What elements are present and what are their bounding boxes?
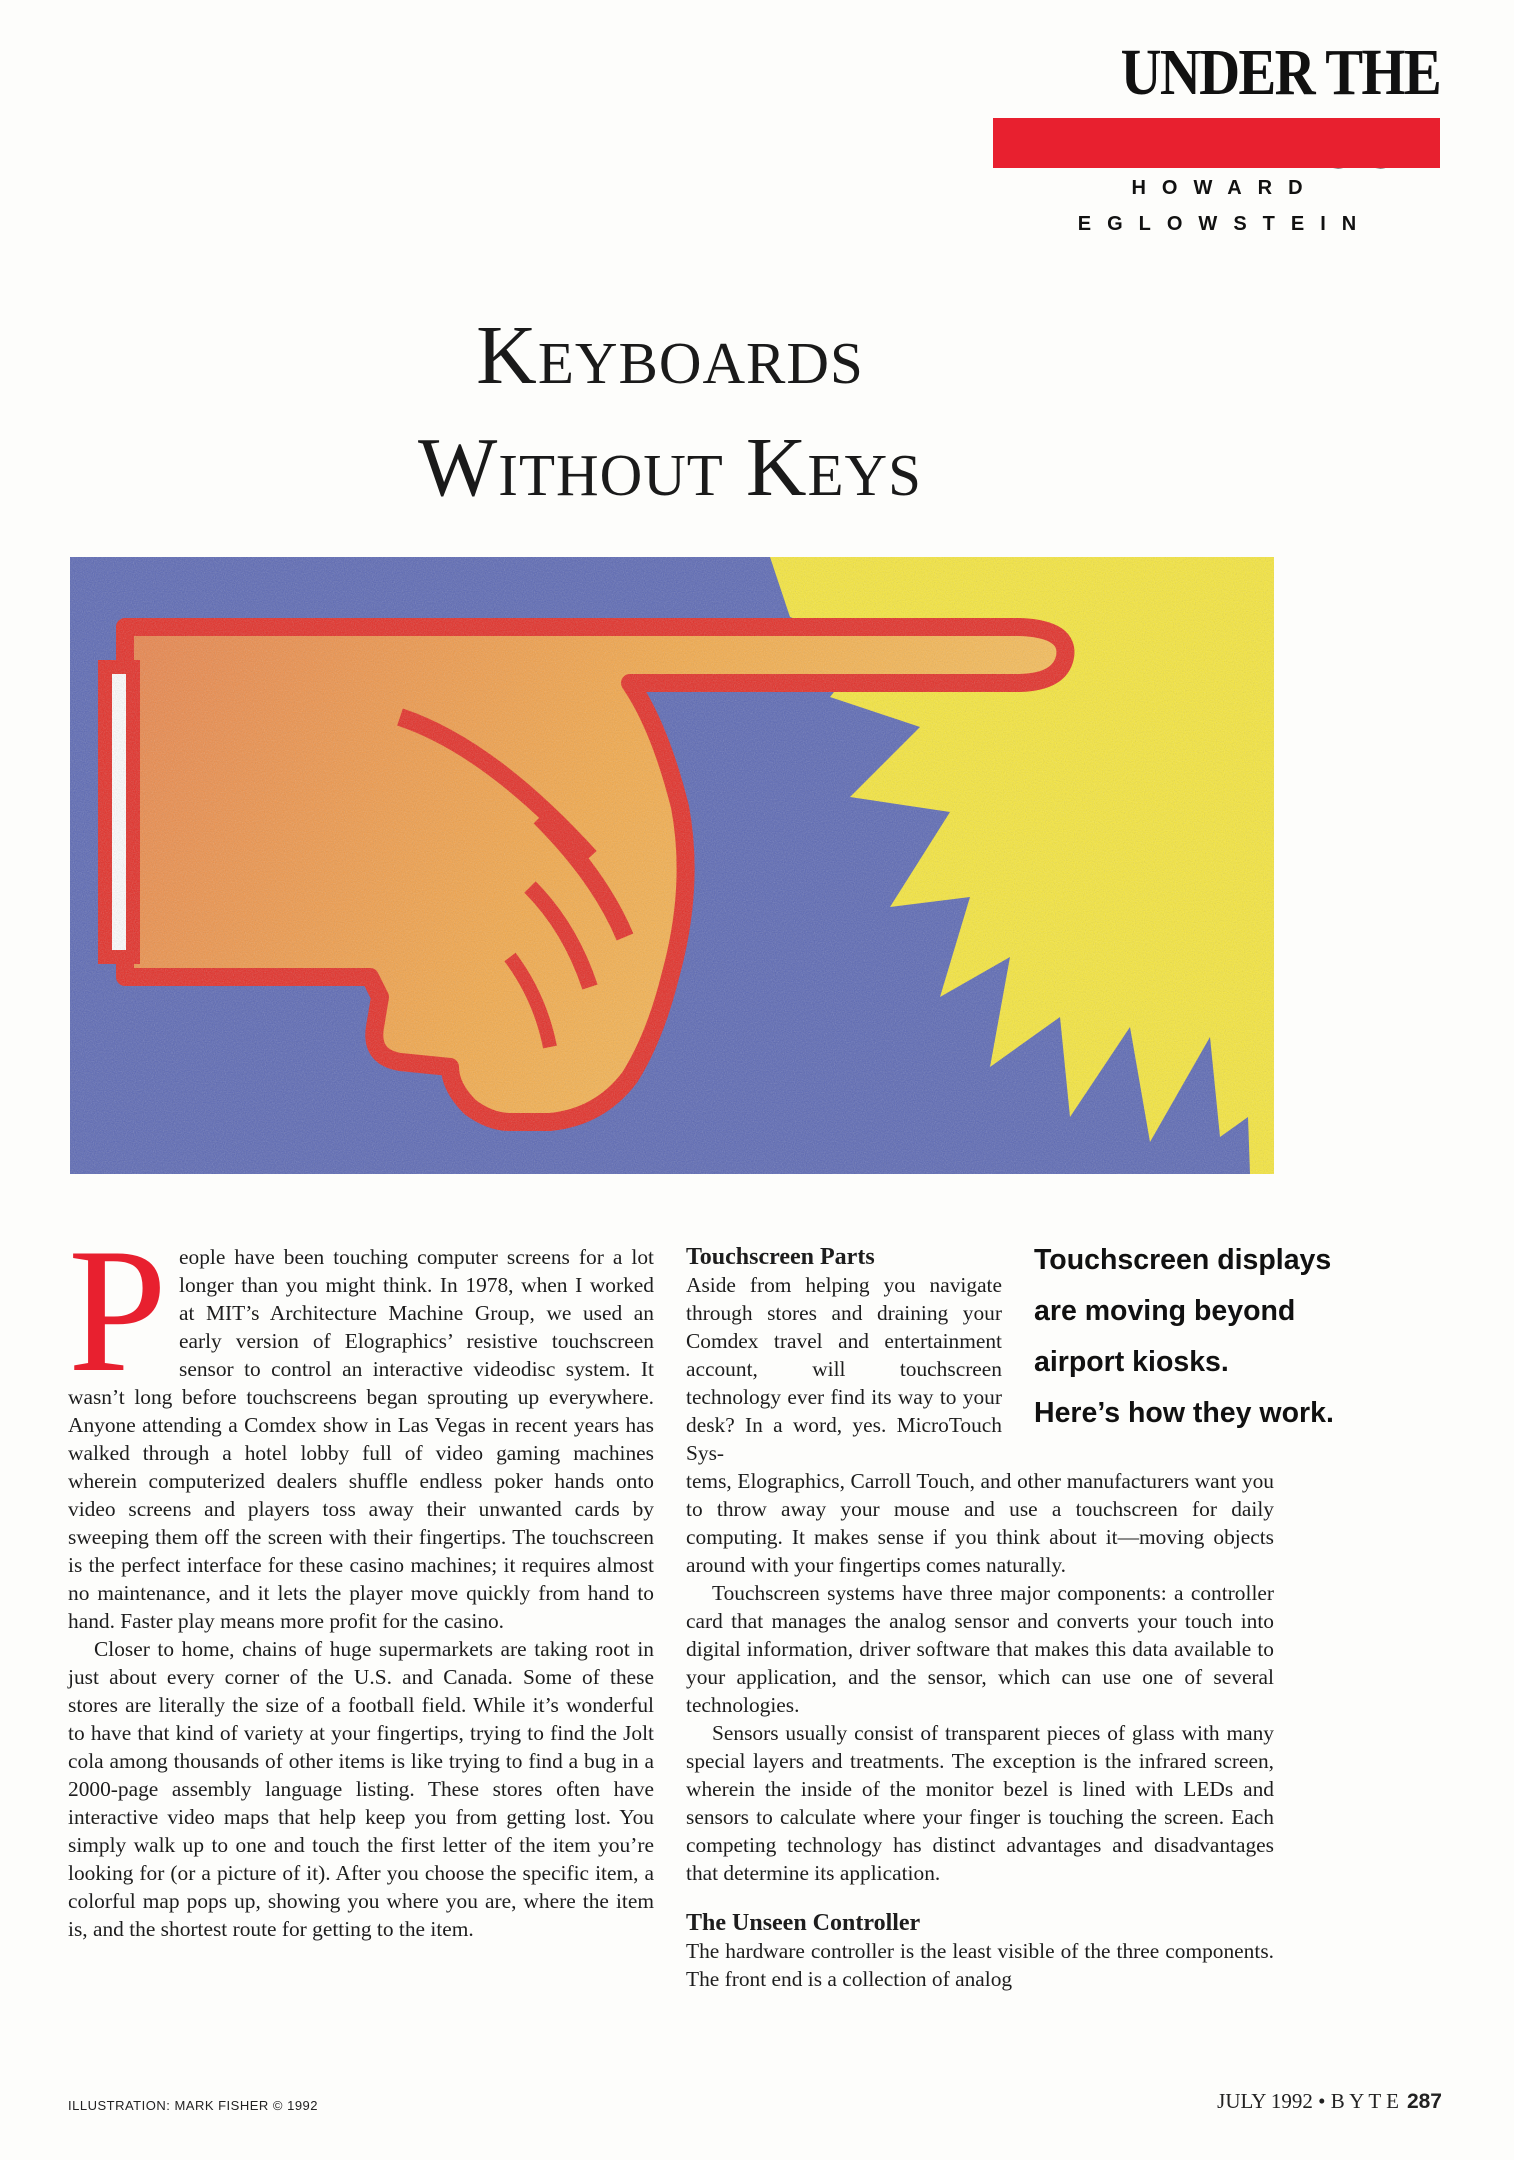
drop-cap: P [68, 1211, 167, 1409]
pull-quote-line: are moving beyond [1034, 1295, 1296, 1327]
pointing-hand-illustration [70, 557, 1274, 1174]
body-paragraph: Touchscreen systems have three major components: a controller card that manages the analog sensor and converts your touch into digital information, driver software that makes this data available to your application, and the sensor, which can use one of several technologies. [686, 1581, 1274, 1717]
pull-quote-line: Here’s how they work. [1034, 1397, 1334, 1429]
column-title: UNDER THE [1120, 36, 1440, 109]
section-heading-unseen-controller: The Unseen Controller [686, 1910, 921, 1936]
section-heading-touchscreen-parts: Touchscreen Parts [686, 1244, 875, 1270]
body-paragraph: tems, Elographics, Carroll Touch, and other manufacturers want you to throw away your mouse and use a touchscreen for daily computing. It makes sense if you think about it—moving objects around with your fingertips comes naturally. [686, 1469, 1274, 1577]
author-first-name: HOWARD [1131, 177, 1319, 199]
issue-label: JULY 1992 • B Y T E [1217, 2089, 1399, 2113]
article-title-line-2: Without Keys [418, 421, 922, 514]
body-paragraph: eople have been touching computer screens for a lot longer than you might think. In 1978, when I worked at MIT’s Architecture Machine Group, we used an early version of Elographics’ resistive touchscreen sensor to control an interactive videodisc system. It wasn’t long before touchscreens began sprouting up everywhere. Anyone attending a Comdex show in Las Vegas in recent years has walked through a hotel lobby full of video gaming machines wherein computerized dealers shuffle endless poker hands onto video screens and players toss away their unwanted cards by sweeping them off the screen with their fingertips. The touchscreen is the perfect interface for these casino machines; it requires almost no maintenance, and it lets the player move quickly from hand to hand. Faster play means more profit for the casino. [68, 1245, 654, 1633]
author-last-name: EGLOWSTEIN [1077, 213, 1373, 235]
pull-quote [1034, 1235, 1414, 1439]
grain-overlay [70, 557, 1274, 1174]
pull-quote-line: Touchscreen displays [1034, 1244, 1332, 1276]
article-title [200, 300, 1140, 524]
author-byline [1075, 170, 1375, 242]
article-title-line-1: Keyboards [476, 309, 864, 402]
illustration-credit: ILLUSTRATION: MARK FISHER © 1992 [68, 2098, 319, 2113]
pull-quote-line: airport kiosks. [1034, 1346, 1229, 1378]
page-number: 287 [1406, 2090, 1442, 2113]
column-title-bar [993, 118, 1440, 168]
article-column-left [68, 1211, 654, 1943]
body-paragraph: Aside from helping you navigate through stores and draining your Comdex travel and entertainment account, will touchscreen technology ever find its way to your desk? In a word, yes. MicroTouch Sys- [686, 1273, 1002, 1465]
body-paragraph: The hardware controller is the least visible of the three components. The front end is a collection of analog [686, 1939, 1274, 1991]
page-folio [1000, 2089, 1442, 2114]
column-top-narrow [686, 1243, 1002, 1467]
body-paragraph: Sensors usually consist of transparent pieces of glass with many special layers and treatments. The exception is the infrared screen, wherein the inside of the monitor bezel is lined with LEDs and sensors to calculate where your finger is touching the screen. Each competing technology has distinct advantages and disadvantages that determine its application. [686, 1721, 1274, 1885]
body-paragraph: Closer to home, chains of huge supermarkets are taking root in just about every corner of the U.S. and Canada. Some of these stores are literally the size of a football field. While it’s wonderful to have that kind of variety at your fingertips, trying to find the Jolt cola among thousands of other items is like trying to find a bug in a 2000-page assembly language listing. These stores often have interactive video maps that help keep you from getting lost. You simply walk up to one and touch the first letter of the item you’re looking for (or a picture of it). After you choose the specific item, a colorful map pops up, showing you where you are, where the item is, and the shortest route for getting to the item. [68, 1637, 654, 1941]
